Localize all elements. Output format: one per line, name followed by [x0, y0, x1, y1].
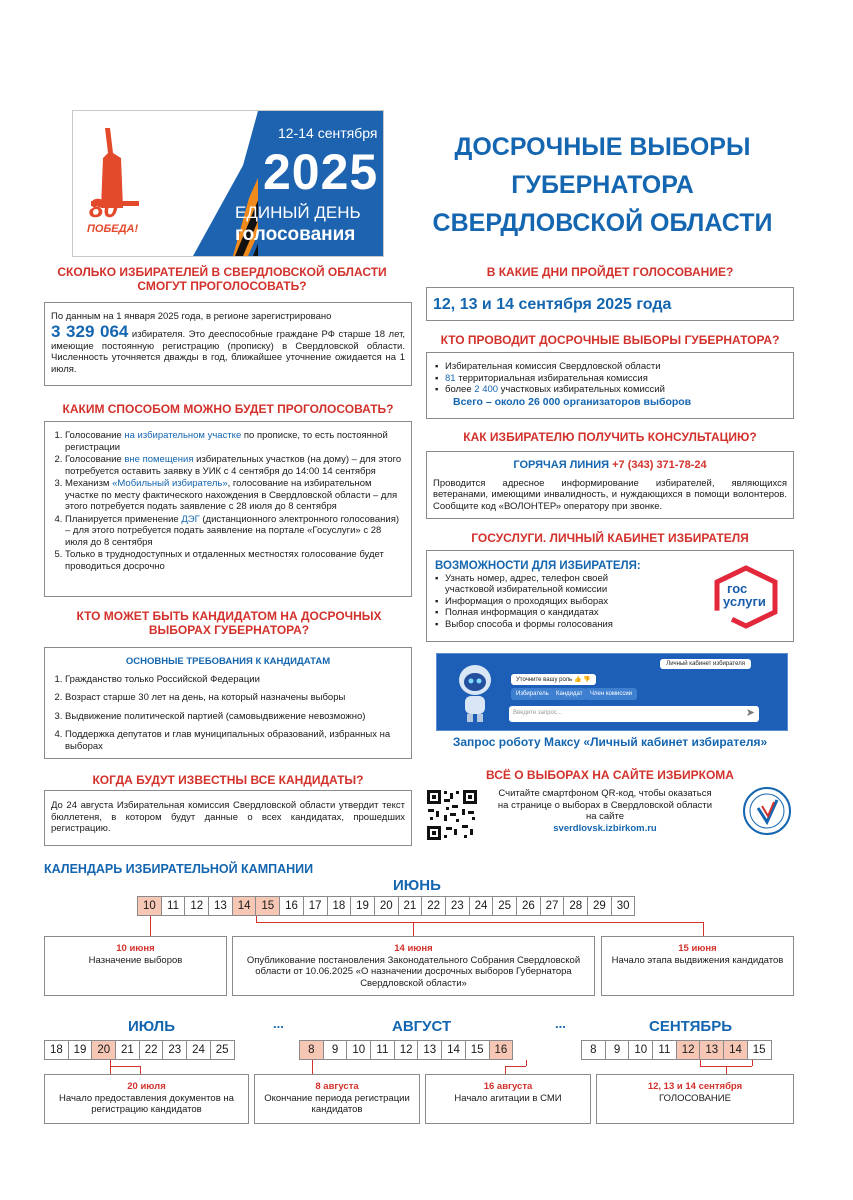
gosuslugi-heading: ГОСУСЛУГИ. ЛИЧНЫЙ КАБИНЕТ ИЗБИРАТЕЛЯ	[471, 531, 749, 545]
known-text: До 24 августа Избирательная комиссия Свердловской области утвердит текст бюллетеня, в котором будут данные о всех кандидатах, прошедших регистрацию.	[51, 800, 405, 834]
main-title	[430, 128, 775, 242]
candidates-list	[51, 674, 405, 753]
robot-input-placeholder: Введите запрос...	[513, 710, 562, 716]
july-day-21: 21	[115, 1040, 140, 1060]
july-day-22: 22	[139, 1040, 164, 1060]
consult-heading: КАК ИЗБИРАТЕЛЮ ПОЛУЧИТЬ КОНСУЛЬТАЦИЮ?	[463, 430, 757, 444]
method-list	[51, 430, 405, 572]
method-item: 1. Голосование на избирательном участке по прописке, то есть постоянной регистрации	[65, 430, 405, 453]
method-item: 2. Голосование вне помещения избирательных участков (на дому) – для этого потребуется оставить заявку в УИК с 4 сентября до 14:00 14 сентября	[65, 454, 405, 477]
main-title-line1: ДОСРОЧНЫЕ ВЫБОРЫ	[454, 133, 751, 161]
gosuslugi-logo-line1: гос	[727, 581, 748, 596]
june-day-23: 23	[445, 896, 470, 916]
connector	[110, 1060, 111, 1074]
june-day-15: 15	[255, 896, 280, 916]
gosuslugi-box	[426, 550, 794, 642]
gosuslugi-item: ▪ Полная информация о кандидатах	[435, 607, 655, 619]
voters-text: избирателя. Это дееспособные граждане РФ старше 18 лет, имеющие постоянную регистрацию (прописку) в Свердловской области. Численность уточняется дважды в год, ближайшее уточнение ожидается на 1 июля.	[51, 328, 406, 375]
june-day-17: 17	[303, 896, 328, 916]
june-day-26: 26	[516, 896, 541, 916]
event-june-15: 15 июня Начало этапа выдвижения кандидатов	[601, 936, 794, 996]
election-banner	[72, 110, 384, 257]
june-day-11: 11	[161, 896, 186, 916]
organizers-list	[435, 361, 785, 396]
organizer-item: ▪ Избирательная комиссия Свердловской области	[435, 361, 785, 373]
september-day-8: 8	[581, 1040, 606, 1060]
event-july-20: 20 июля Начало предоставления документов на регистрацию кандидатов	[44, 1074, 249, 1124]
august-day-12: 12	[394, 1040, 419, 1060]
september-day-14: 14	[723, 1040, 748, 1060]
july-day-23: 23	[162, 1040, 187, 1060]
voters-box	[44, 302, 412, 386]
august-day-9: 9	[323, 1040, 348, 1060]
main-title-line2: ГУБЕРНАТОРА	[511, 171, 694, 199]
connector	[256, 922, 703, 923]
july-day-24: 24	[186, 1040, 211, 1060]
robot-bubble: Уточните вашу роль 👍 👎	[511, 674, 596, 685]
august-day-10: 10	[346, 1040, 371, 1060]
organizers-heading: КТО ПРОВОДИТ ДОСРОЧНЫЕ ВЫБОРЫ ГУБЕРНАТОРА?	[440, 333, 780, 347]
september-day-15: 15	[747, 1040, 772, 1060]
connector	[526, 1060, 527, 1066]
candidate-requirement: 4. Поддержка депутатов и глав муниципальных образований, избранных на выборах	[65, 729, 405, 752]
connector	[752, 1060, 753, 1066]
month-august: АВГУСТ	[392, 1018, 452, 1035]
event-june-14: 14 июня Опубликование постановления Законодательного Собрания Свердловской области от 10.06.2025 «О назначении досрочных выборов Губернатора Свердловской области»	[232, 936, 595, 996]
connector	[140, 1066, 141, 1074]
kabinet-button[interactable]: Личный кабинет избирателя	[660, 659, 751, 669]
june-day-21: 21	[398, 896, 423, 916]
known-heading: КОГДА БУДУТ ИЗВЕСТНЫ ВСЕ КАНДИДАТЫ?	[92, 773, 364, 787]
gosuslugi-list	[435, 573, 655, 631]
izbirkom-emblem	[742, 786, 792, 836]
organizers-total: Всего – около 26 000 организаторов выборов	[453, 395, 692, 408]
august-day-16: 16	[489, 1040, 514, 1060]
site-heading: ВСЁ О ВЫБОРАХ НА САЙТЕ ИЗБИРКОМА	[486, 768, 734, 782]
voters-heading: СКОЛЬКО ИЗБИРАТЕЛЕЙ В СВЕРДЛОВСКОЙ ОБЛАСТИ СМОГУТ ПРОГОЛОСОВАТЬ?	[57, 265, 387, 293]
june-day-19: 19	[350, 896, 375, 916]
organizer-item: ▪ 81 территориальная избирательная комиссия	[435, 373, 785, 385]
method-item: 3. Механизм «Мобильный избиратель», голосование на избирательном участке по месту фактического нахождения в Свердловской области – для этого потребуется подать заявление с 28 июля до 8 сентября	[65, 478, 405, 513]
method-item: 4. Планируется применение ДЭГ (дистанционного электронного голосования) – для этого потребуется подать заявление на портале «Госуслуги» с 28 июля до 8 сентября	[65, 514, 405, 549]
role-candidate-button[interactable]: Кандидат	[551, 688, 587, 700]
event-august-16: 16 августа Начало агитации в СМИ	[425, 1074, 591, 1124]
june-day-22: 22	[421, 896, 446, 916]
gosuslugi-item: ▪ Выбор способа и формы голосования	[435, 619, 655, 631]
august-day-15: 15	[465, 1040, 490, 1060]
site-url[interactable]: sverdlovsk.izbirkom.ru	[553, 822, 657, 834]
robot-input[interactable]	[509, 706, 759, 722]
september-day-10: 10	[628, 1040, 653, 1060]
hotline-number[interactable]: +7 (343) 371-78-24	[612, 459, 707, 471]
site-text-block	[495, 788, 715, 834]
june-day-18: 18	[327, 896, 352, 916]
separator-dots: ...	[555, 1016, 566, 1031]
role-commission-button[interactable]: Член комиссии	[585, 688, 637, 700]
gosuslugi-item: ▪ Информация о проходящих выборах	[435, 596, 655, 608]
month-july: ИЮЛЬ	[128, 1018, 175, 1035]
june-day-28: 28	[563, 896, 588, 916]
method-heading: КАКИМ СПОСОБОМ МОЖНО БУДЕТ ПРОГОЛОСОВАТЬ?	[62, 402, 394, 416]
connector	[726, 1066, 727, 1074]
gosuslugi-item: ▪ Узнать номер, адрес, телефон своей участковой избирательной комиссии	[435, 573, 655, 596]
candidates-box	[44, 647, 412, 759]
method-box	[44, 421, 412, 597]
hotline-label: ГОРЯЧАЯ ЛИНИЯ	[513, 459, 610, 471]
september-days-row	[582, 1040, 772, 1060]
june-day-25: 25	[492, 896, 517, 916]
voters-number: 3 329 064	[51, 321, 129, 341]
event-august-8: 8 августа Окончание периода регистрации кандидатов	[254, 1074, 420, 1124]
june-day-16: 16	[279, 896, 304, 916]
september-day-13: 13	[699, 1040, 724, 1060]
june-day-13: 13	[208, 896, 233, 916]
main-title-line3: СВЕРДЛОВСКОЙ ОБЛАСТИ	[432, 209, 773, 237]
june-day-20: 20	[374, 896, 399, 916]
separator-dots: ...	[273, 1016, 284, 1031]
june-day-24: 24	[469, 896, 494, 916]
month-september: СЕНТЯБРЬ	[649, 1018, 732, 1035]
candidate-requirement: 2. Возраст старше 30 лет на день, на который назначены выборы	[65, 692, 405, 704]
august-day-11: 11	[370, 1040, 395, 1060]
july-day-19: 19	[68, 1040, 93, 1060]
june-day-27: 27	[540, 896, 565, 916]
banner-dates: 12-14 сентября	[278, 125, 378, 141]
event-september-voting: 12, 13 и 14 сентября ГОЛОСОВАНИЕ	[596, 1074, 794, 1124]
june-day-14: 14	[232, 896, 257, 916]
site-text: Считайте смартфоном QR-код, чтобы оказаться на странице о выборах в Свердловской области на сайте	[497, 788, 713, 822]
known-box	[44, 790, 412, 846]
hotline	[433, 460, 787, 472]
organizer-item: ▪ более 2 400 участковых избирательных комиссий	[435, 384, 785, 396]
banner-year: 2025	[263, 144, 379, 200]
month-june: ИЮНЬ	[393, 877, 441, 894]
candidate-requirement: 3. Выдвижение политической партией (самовыдвижение невозможно)	[65, 711, 405, 723]
august-day-8: 8	[299, 1040, 324, 1060]
banner-line2: голосования	[235, 224, 356, 245]
july-day-25: 25	[210, 1040, 235, 1060]
august-days-row	[300, 1040, 513, 1060]
izbirkom-emblem-icon	[742, 786, 792, 836]
september-day-11: 11	[652, 1040, 677, 1060]
banner-line1: ЕДИНЫЙ ДЕНЬ	[235, 203, 361, 222]
robot-widget	[436, 653, 788, 731]
send-icon[interactable]: ➤	[745, 707, 755, 719]
victory-logo-text: ПОБЕДА!	[87, 223, 139, 235]
event-june-10: 10 июня Назначение выборов	[44, 936, 227, 996]
connector	[413, 922, 414, 936]
victory-logo-80: 80	[89, 193, 118, 223]
days-value: 12, 13 и 14 сентября 2025 года	[433, 296, 672, 313]
calendar-heading: КАЛЕНДАРЬ ИЗБИРАТЕЛЬНОЙ КАМПАНИИ	[44, 862, 314, 876]
consult-box	[426, 451, 794, 519]
voters-intro: По данным на 1 января 2025 года, в регионе зарегистрировано	[51, 311, 332, 322]
method-item: 5. Только в труднодоступных и отдаленных местностях голосование будет проводиться досрочно	[65, 549, 405, 572]
robot-caption: Запрос роботу Максу «Личный кабинет избирателя»	[452, 735, 768, 749]
role-voter-button[interactable]: Избиратель	[511, 688, 554, 700]
gosuslugi-logo	[711, 565, 781, 629]
candidates-heading: КТО МОЖЕТ БЫТЬ КАНДИДАТОМ НА ДОСРОЧНЫХ ВЫБОРАХ ГУБЕРНАТОРА?	[76, 609, 382, 637]
victory-logo	[83, 123, 145, 243]
organizers-box	[426, 352, 794, 419]
connector	[505, 1066, 506, 1074]
july-day-18: 18	[44, 1040, 69, 1060]
july-days-row	[45, 1040, 235, 1060]
candidate-requirement: 1. Гражданство только Российской Федерации	[65, 674, 405, 686]
june-day-29: 29	[587, 896, 612, 916]
robot-max-icon	[451, 662, 499, 724]
gosuslugi-subheading: ВОЗМОЖНОСТИ ДЛЯ ИЗБИРАТЕЛЯ:	[435, 560, 641, 572]
qr-code-icon	[426, 789, 478, 841]
september-day-9: 9	[605, 1040, 630, 1060]
consult-text: Проводится адресное информирование избирателей, являющихся ветеранами, имеющими инвалидность, и нуждающихся в помощи волонтеров. Сообщите код «ВОЛОНТЕР» оператору при звонке.	[433, 477, 787, 512]
june-day-30: 30	[611, 896, 636, 916]
days-box	[426, 287, 794, 321]
qr-code[interactable]	[426, 789, 478, 841]
robot-avatar	[451, 662, 499, 724]
connector	[505, 1066, 526, 1067]
august-day-14: 14	[441, 1040, 466, 1060]
connector	[703, 922, 704, 936]
connector	[312, 1060, 313, 1074]
connector	[150, 916, 151, 936]
july-day-20: 20	[91, 1040, 116, 1060]
days-heading: В КАКИЕ ДНИ ПРОЙДЕТ ГОЛОСОВАНИЕ?	[486, 265, 734, 279]
gosuslugi-logo-line2: услуги	[723, 594, 766, 609]
june-day-12: 12	[184, 896, 209, 916]
june-day-10: 10	[137, 896, 162, 916]
candidates-subheading: ОСНОВНЫЕ ТРЕБОВАНИЯ К КАНДИДАТАМ	[125, 656, 331, 667]
september-day-12: 12	[676, 1040, 701, 1060]
august-day-13: 13	[417, 1040, 442, 1060]
connector	[110, 1066, 140, 1067]
june-days-row	[138, 896, 635, 916]
